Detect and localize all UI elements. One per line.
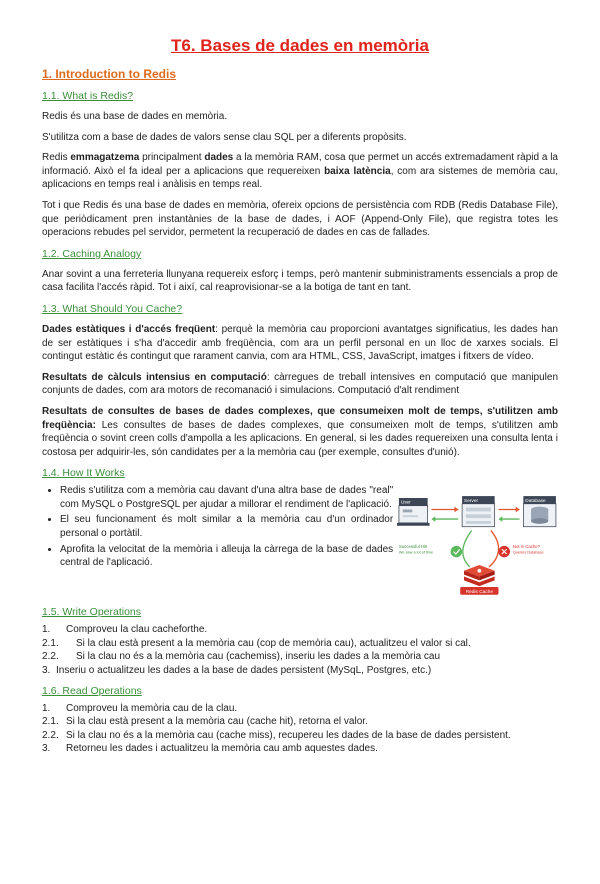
arrow-icon — [463, 531, 472, 567]
list-item: 1. Comproveu la memòria cau de la clau. — [42, 702, 238, 714]
how-it-works-list — [42, 484, 393, 598]
redis-logo-icon — [464, 565, 495, 586]
paragraph-static-data: Dades estàtiques i d'accés freqüent: perquè la memòria cau proporcioni avantatges significatius, les dades han de ser estàtiques i s'ha d'accedir amb freqüència, com ara un perfil personal en un lloc de xarxes socials. El contingut estàtic és contingut que rarament canvia, com ara HTML, CSS, JavaScript, imatges i fitxers de vídeo. — [42, 323, 558, 363]
list-item: 2.1. Si la clau està present a la memòria cau (cop de memòria cau), actualitzeu el valor si cal. — [42, 637, 471, 649]
how-it-works-block — [42, 484, 558, 598]
paragraph-complex-queries: Resultats de consultes de bases de dades complexes, que consumeixen molt de temps, s'utilitzen amb freqüència: Les consultes de bases de dades complexes, que consumeixen molt de temps, s'utilitzen amb freqüència o sovint creen colls d'ampolla a les aplicacions. En general, si les dades requereixen una consulta lenta i costosa per adquirir-les, són candidates per a la memòria cau (per exemple, consultes d'unió). — [42, 405, 558, 458]
paragraph-redis-usage: S'utilitza com a base de dades de valors sense clau SQL per a diferents propòsits. — [42, 131, 407, 143]
list-item: 1. Comproveu la clau cacheforthe. — [42, 624, 208, 636]
arrow-head-icon — [516, 507, 520, 513]
list-item: 3. Inseriu o actualitzeu les dades a la base de dades persistent (MySqL, Postgres, etc.) — [42, 664, 432, 676]
subheading-how-it-works: 1.4. How It Works — [42, 467, 125, 480]
subheading-write-operations: 1.5. Write Operations — [42, 606, 142, 619]
hit-label: Successful Hit! — [399, 544, 428, 550]
list-item: • Aprofita la velocitat de la memòria i alleuja la càrrega de la base de dades central de l'aplicació. — [60, 543, 393, 570]
list-item: 2.2. Si la clau no és a la memòria cau (cachemiss), inseriu les dades a la memòria cau — [42, 651, 441, 663]
miss-label: Not in Cache? — [513, 544, 541, 550]
subheading-what-to-cache: 1.3. What Should You Cache? — [42, 302, 183, 315]
arrow-icon — [489, 531, 499, 567]
hit-sub-label: We saw a lot of time — [399, 550, 434, 555]
subheading-what-is-redis: 1.1. What is Redis? — [42, 90, 134, 102]
document-title: T6. Bases de dades en memòria — [171, 36, 429, 55]
document-page — [0, 36, 600, 884]
server-label: Server — [464, 499, 479, 505]
section-heading-introduction: 1. Introduction to Redis — [42, 67, 176, 81]
arrow-head-icon — [499, 516, 503, 522]
paragraph-redis-persistence: Tot i que Redis és una base de dades en memòria, ofereix opcions de persistència com RDB (Redis Database File), que periòdicament pren instantànies de la base de dades, i AOF (Append-Only File), que registra totes les operacions rebudes pel servidor, permetent la recuperació de dades en cas de fallades. — [42, 199, 558, 239]
redis-cache-label: Redis Cache — [465, 590, 494, 596]
list-item: 2.2. Si la clau no és a la memòria cau (cache miss), recupereu les dades de la base de dades persistent. — [42, 729, 511, 741]
redis-cache-diagram — [397, 488, 558, 598]
paragraph-compute-results: Resultats de càlculs intensius en computació: càrregues de treball intensives en computació que manipulen conjunts de dades, com ara motors de recomanació i simulacions. Computació d'alt rendiment — [42, 371, 559, 397]
list-item: 3. Retorneu les dades i actualitzeu la memòria cau amb aquestes dades. — [42, 743, 378, 755]
miss-sub-label: Queries Database — [513, 550, 544, 555]
list-item: • Redis s'utilitza com a memòria cau davant d'una altra base de dades "real" com MySQL o PostgreSQL per ajudar a millorar el rendiment de l'aplicació. — [60, 484, 393, 511]
list-item: 2.1. Si la clau està present a la memòria cau (cache hit), retorna el valor. — [42, 716, 368, 728]
arrow-head-icon — [455, 507, 459, 513]
subheading-read-operations: 1.6. Read Operations — [42, 684, 142, 697]
list-item: • El seu funcionament és molt similar a la memòria cau d'un ordinador personal o portàtil. — [60, 513, 393, 540]
arrow-head-icon — [432, 516, 436, 522]
database-label: Database — [525, 499, 546, 505]
write-steps-list — [42, 623, 558, 677]
paragraph-caching-analogy: Anar sovint a una ferreteria llunyana requereix esforç i temps, però mantenir subministraments essencials a prop de casa facilita l'accés ràpid. Tot i així, cal reaprovisionar-se a la botiga de tant en tant. — [42, 268, 558, 294]
read-steps-list — [42, 702, 558, 756]
success-icon — [451, 546, 462, 557]
user-label: User — [400, 501, 412, 507]
paragraph-redis-definition: Redis és una base de dades en memòria. — [42, 111, 228, 122]
paragraph-redis-storage: Redis emmagatzema principalment dades a la memòria RAM, cosa que permet un accés extremadament ràpid a la informació. Això el fa ideal per a aplicacions que requereixen baixa latència, com ara sistemes de memòria cau, aplicacions en temps real i anàlisis en temps real. — [42, 152, 559, 191]
subheading-caching-analogy: 1.2. Caching Analogy — [42, 247, 142, 260]
